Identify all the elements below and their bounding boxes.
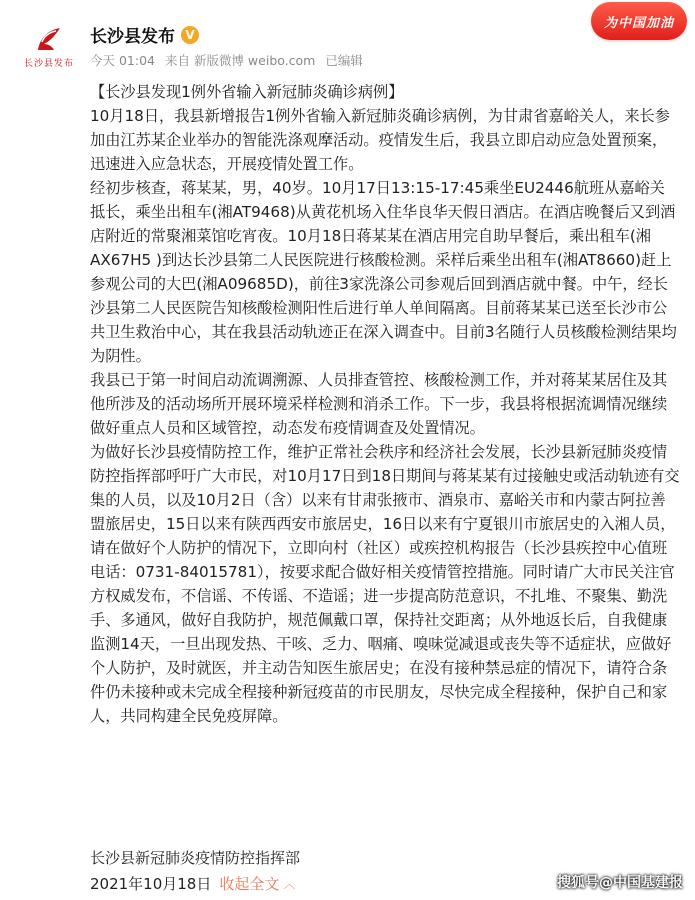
post-time[interactable]: 今天 01:04 [90, 53, 155, 68]
avatar[interactable] [22, 24, 76, 72]
signature: 长沙县新冠肺炎疫情防控指挥部 [90, 849, 301, 867]
post-source: 来自 新版微博 weibo.com [164, 53, 316, 68]
watermark: 搜狐号@中国基建报 [557, 875, 683, 891]
avatar-text: 长沙县发布 [23, 59, 74, 69]
edited-label[interactable]: 已编辑 [325, 53, 363, 68]
cheer-badge[interactable]: 为中国加油 [591, 2, 687, 40]
paragraph-2: 经初步核查，蒋某某，男，40岁。10月17日13:15-17:45乘坐EU2446航班从嘉峪关抵长，乘坐出租车(湘AT9468)从黄花机场入住华良华天假日酒店。在酒店晚餐后又到酒店附近的常聚湘菜馆吃宵夜。10月18日蒋某某在酒店用完自助早餐后，乘出租车(湘AX67H5 )到达长沙县第二人民医院进行核酸检测。采样后乘坐出租车(湘AT8660)赶上参观公司的大巴(湘A09685D)，前往3家洗涤公司参观后回到酒店就中餐。中午，经长沙县第二人民医院告知核酸检测阳性后进行单人单间隔离。目前蒋某某已送至长沙市公共卫生救治中心，其在我县活动轨迹正在深入调查中。目前3名随行人员核酸检测结果均为阴性。 [90, 179, 677, 365]
post-title: 【长沙县发现1例外省输入新冠肺炎确诊病例】 [90, 83, 404, 101]
paragraph-4: 为做好长沙县疫情防控工作，维护正常社会秩序和经济社会发展，长沙县新冠肺炎疫情防控指挥部呼吁广大市民，对10月17日到18日期间与蒋某某有过接触史或活动轨迹有交集的人员，以及10月2日（含）以来有甘肃张掖市、酒泉市、嘉峪关市和内蒙古阿拉善盟旅居史，15日以来有陕西西安市旅居史，16日以来有宁夏银川市旅居史的入湘人员，请在做好个人防护的情况下，立即向村（社区）或疾控机构报告（长沙县疾控中心值班电话：0731-84015781），按要求配合做好相关疫情管控措施。同时请广大市民关注官方权威发布，不信谣、不传谣、不造谣；进一步提高防范意识，不扎堆、不聚集、勤洗手、多通风，做好自我防护，规范佩戴口罩，保持社交距离；从外地返长后，自我健康监测14天，一旦出现发热、干咳、乏力、咽痛、嗅味觉减退或丧失等不适症状，应做好个人防护，及时就医，并主动告知医生旅居史；在没有接种禁忌症的情况下，请符合条件仍未接种或未完成全程接种新冠疫苗的市民朋友，尽快完成全程接种，保护自己和家人，共同构建全民免疫屏障。 [90, 443, 680, 725]
chevron-up-icon: ︿ [283, 877, 296, 891]
post-content [90, 80, 680, 728]
post-header [0, 0, 695, 80]
post-footer [90, 873, 295, 894]
logo-icon [34, 24, 64, 54]
collapse-button[interactable] [219, 873, 295, 894]
collapse-label: 收起全文 [219, 875, 280, 893]
paragraph-1: 10月18日，我县新增报告1例外省输入新冠肺炎确诊病例，为甘肃省嘉峪关人，来长参加由江苏某企业举办的智能洗涤观摩活动。疫情发生后，我县立即启动应急处置预案，迅速进入应急状态，开展疫情处置工作。 [90, 107, 670, 173]
verified-icon: V [181, 26, 199, 44]
post-meta [90, 51, 369, 69]
post-date: 2021年10月18日 [90, 875, 212, 893]
author-name[interactable]: 长沙县发布 [90, 27, 175, 47]
paragraph-3: 我县已于第一时间启动流调溯源、人员排查管控、核酸检测工作，并对蒋某某居住及其他所涉及的活动场所开展环境采样检测和消杀工作。下一步，我县将根据流调情况继续做好重点人员和区域管控，动态发布疫情调查及处置情况。 [90, 371, 668, 437]
author-row [90, 22, 199, 47]
